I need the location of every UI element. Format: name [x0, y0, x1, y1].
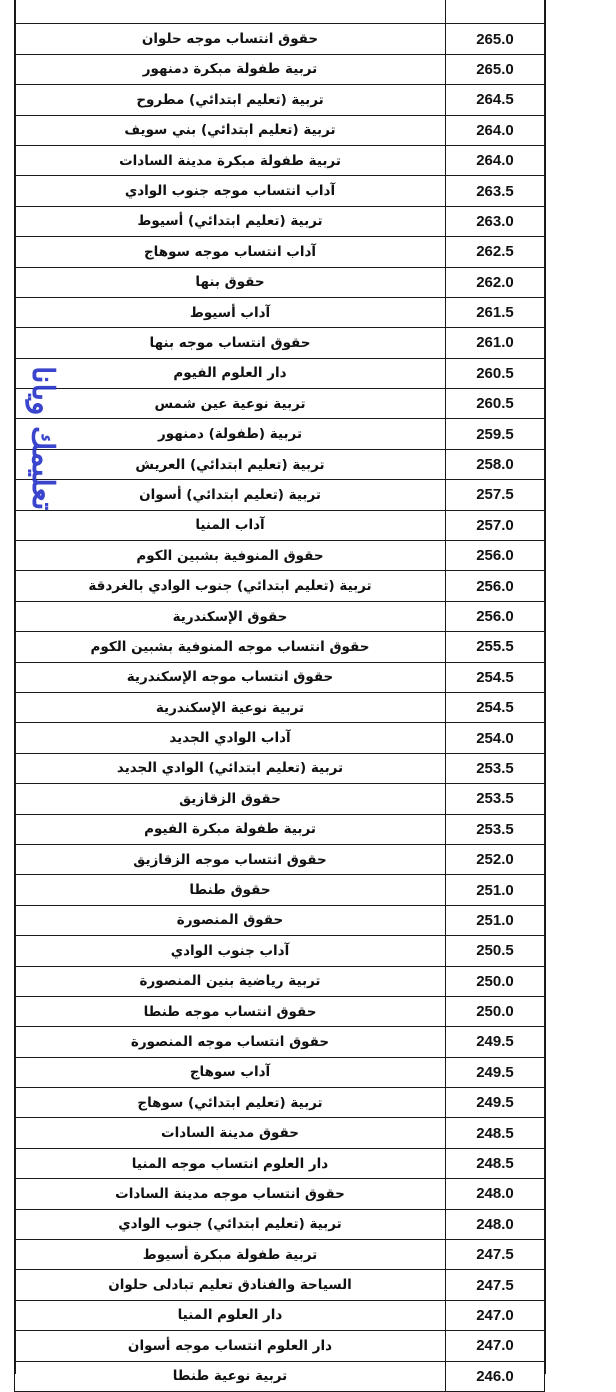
college-name-cell: حقوق مدينة السادات	[15, 1118, 446, 1148]
score-cell: 247.0	[446, 1331, 545, 1361]
college-name-cell: حقوق الزقازيق	[15, 784, 446, 814]
table-row	[15, 237, 545, 267]
college-name-cell: حقوق طنطا	[15, 875, 446, 905]
score-cell: 257.0	[446, 510, 545, 540]
table-row	[15, 206, 545, 236]
college-name-cell: تربية (تعليم ابتدائي) بني سويف	[15, 115, 446, 145]
score-cell: 246.0	[446, 1361, 545, 1391]
table-row	[15, 571, 545, 601]
score-cell: 250.0	[446, 966, 545, 996]
table-row	[15, 1027, 545, 1057]
college-name-cell: دار العلوم انتساب موجه أسوان	[15, 1331, 446, 1361]
score-cell: 264.0	[446, 145, 545, 175]
score-cell: 252.0	[446, 844, 545, 874]
table-row	[15, 510, 545, 540]
table-row	[15, 419, 545, 449]
table-row	[15, 1270, 545, 1300]
table-row	[15, 601, 545, 631]
college-name-cell: تربية رياضية بنين المنصورة	[15, 966, 446, 996]
score-cell: 256.0	[446, 601, 545, 631]
score-cell: 262.5	[446, 237, 545, 267]
score-cell: 256.0	[446, 541, 545, 571]
table-row	[15, 85, 545, 115]
table-row	[15, 1209, 545, 1239]
table-row	[15, 723, 545, 753]
score-cell: 264.0	[446, 115, 545, 145]
college-name-cell: آداب الوادي الجديد	[15, 723, 446, 753]
score-cell: 247.5	[446, 1270, 545, 1300]
score-cell: 249.5	[446, 1088, 545, 1118]
college-name-cell: دار العلوم انتساب موجه المنيا	[15, 1148, 446, 1178]
college-name-cell: تربية (تعليم ابتدائي) العريش	[15, 449, 446, 479]
score-cell: 257.5	[446, 480, 545, 510]
table-row	[15, 480, 545, 510]
score-cell: 259.5	[446, 419, 545, 449]
score-cell	[446, 0, 545, 24]
score-cell: 248.5	[446, 1118, 545, 1148]
score-cell: 258.0	[446, 449, 545, 479]
score-cell: 261.5	[446, 297, 545, 327]
score-cell: 250.5	[446, 936, 545, 966]
college-name-cell: تربية (طفولة) دمنهور	[15, 419, 446, 449]
table-row	[15, 389, 545, 419]
table-row	[15, 844, 545, 874]
college-name-cell: حقوق انتساب موجه المنصورة	[15, 1027, 446, 1057]
score-cell: 251.0	[446, 875, 545, 905]
college-name-cell: حقوق انتساب موجه حلوان	[15, 24, 446, 54]
table-row	[15, 328, 545, 358]
score-cell: 254.0	[446, 723, 545, 753]
college-name-cell: حقوق انتساب موجه المنوفية بشبين الكوم	[15, 632, 446, 662]
score-cell: 253.5	[446, 814, 545, 844]
table-row	[15, 1148, 545, 1178]
college-name-cell: آداب انتساب موجه جنوب الوادي	[15, 176, 446, 206]
scores-table-body	[15, 0, 545, 1391]
table-row	[15, 753, 545, 783]
college-name-cell: تربية طفولة مبكرة مدينة السادات	[15, 145, 446, 175]
table-row	[15, 1331, 545, 1361]
score-cell: 253.5	[446, 753, 545, 783]
college-name-cell: تربية (تعليم ابتدائي) جنوب الوادي بالغردقة	[15, 571, 446, 601]
table-row	[15, 905, 545, 935]
college-name-cell: تربية نوعية عين شمس	[15, 389, 446, 419]
score-cell: 254.5	[446, 662, 545, 692]
score-cell: 261.0	[446, 328, 545, 358]
table-row	[15, 662, 545, 692]
score-cell: 250.0	[446, 996, 545, 1026]
score-cell: 248.0	[446, 1179, 545, 1209]
table-row	[15, 784, 545, 814]
score-cell: 264.5	[446, 85, 545, 115]
table-row	[15, 966, 545, 996]
score-cell: 247.5	[446, 1240, 545, 1270]
college-name-cell: تربية (تعليم ابتدائي) الوادي الجديد	[15, 753, 446, 783]
college-name-cell: حقوق انتساب موجه طنطا	[15, 996, 446, 1026]
score-cell: 263.5	[446, 176, 545, 206]
college-name-cell: السياحة والفنادق تعليم تبادلى حلوان	[15, 1270, 446, 1300]
score-cell: 248.0	[446, 1209, 545, 1239]
college-name-cell: تربية نوعية طنطا	[15, 1361, 446, 1391]
college-name-cell: حقوق بنها	[15, 267, 446, 297]
score-cell: 248.5	[446, 1148, 545, 1178]
table-row	[15, 1361, 545, 1391]
table-row	[15, 814, 545, 844]
college-name-cell: تربية طفولة مبكرة الفيوم	[15, 814, 446, 844]
table-row	[15, 1057, 545, 1087]
score-cell: 263.0	[446, 206, 545, 236]
score-cell: 247.0	[446, 1300, 545, 1330]
scores-table-container	[14, 0, 544, 1392]
score-cell: 260.5	[446, 389, 545, 419]
table-row	[15, 267, 545, 297]
table-row	[15, 449, 545, 479]
college-name-cell: تربية (تعليم ابتدائي) أسوان	[15, 480, 446, 510]
score-cell: 260.5	[446, 358, 545, 388]
college-name-cell	[15, 0, 446, 24]
table-row	[15, 1300, 545, 1330]
score-cell: 254.5	[446, 692, 545, 722]
college-name-cell: حقوق الإسكندرية	[15, 601, 446, 631]
table-row	[15, 176, 545, 206]
college-name-cell: حقوق انتساب موجه الزقازيق	[15, 844, 446, 874]
college-name-cell: تربية (تعليم ابتدائي) جنوب الوادي	[15, 1209, 446, 1239]
table-row	[15, 0, 545, 24]
score-cell: 249.5	[446, 1027, 545, 1057]
table-row	[15, 541, 545, 571]
table-row	[15, 996, 545, 1026]
college-name-cell: حقوق انتساب موجه الإسكندرية	[15, 662, 446, 692]
score-cell: 251.0	[446, 905, 545, 935]
college-name-cell: آداب انتساب موجه سوهاج	[15, 237, 446, 267]
college-name-cell: حقوق انتساب موجه بنها	[15, 328, 446, 358]
scores-table	[14, 0, 545, 1392]
college-name-cell: تربية نوعية الإسكندرية	[15, 692, 446, 722]
college-name-cell: آداب أسيوط	[15, 297, 446, 327]
score-cell: 262.0	[446, 267, 545, 297]
score-cell: 265.0	[446, 54, 545, 84]
table-row	[15, 115, 545, 145]
score-cell: 255.5	[446, 632, 545, 662]
score-cell: 265.0	[446, 24, 545, 54]
table-row	[15, 1179, 545, 1209]
table-row	[15, 875, 545, 905]
college-name-cell: آداب سوهاج	[15, 1057, 446, 1087]
college-name-cell: تربية طفولة مبكرة أسيوط	[15, 1240, 446, 1270]
table-row	[15, 145, 545, 175]
college-name-cell: تربية (تعليم ابتدائي) أسيوط	[15, 206, 446, 236]
table-row	[15, 632, 545, 662]
college-name-cell: حقوق انتساب موجه مدينة السادات	[15, 1179, 446, 1209]
table-row	[15, 297, 545, 327]
table-row	[15, 936, 545, 966]
table-row	[15, 24, 545, 54]
table-row	[15, 1240, 545, 1270]
watermark-text: تعليمك ويانا	[25, 365, 60, 510]
table-row	[15, 358, 545, 388]
college-name-cell: حقوق المنوفية بشبين الكوم	[15, 541, 446, 571]
table-row	[15, 1118, 545, 1148]
college-name-cell: آداب جنوب الوادي	[15, 936, 446, 966]
college-name-cell: تربية طفولة مبكرة دمنهور	[15, 54, 446, 84]
college-name-cell: تربية (تعليم ابتدائي) سوهاج	[15, 1088, 446, 1118]
college-name-cell: تربية (تعليم ابتدائي) مطروح	[15, 85, 446, 115]
table-row	[15, 54, 545, 84]
table-row	[15, 692, 545, 722]
college-name-cell: دار العلوم الفيوم	[15, 358, 446, 388]
score-cell: 256.0	[446, 571, 545, 601]
score-cell: 253.5	[446, 784, 545, 814]
college-name-cell: آداب المنيا	[15, 510, 446, 540]
table-row	[15, 1088, 545, 1118]
college-name-cell: حقوق المنصورة	[15, 905, 446, 935]
score-cell: 249.5	[446, 1057, 545, 1087]
college-name-cell: دار العلوم المنيا	[15, 1300, 446, 1330]
